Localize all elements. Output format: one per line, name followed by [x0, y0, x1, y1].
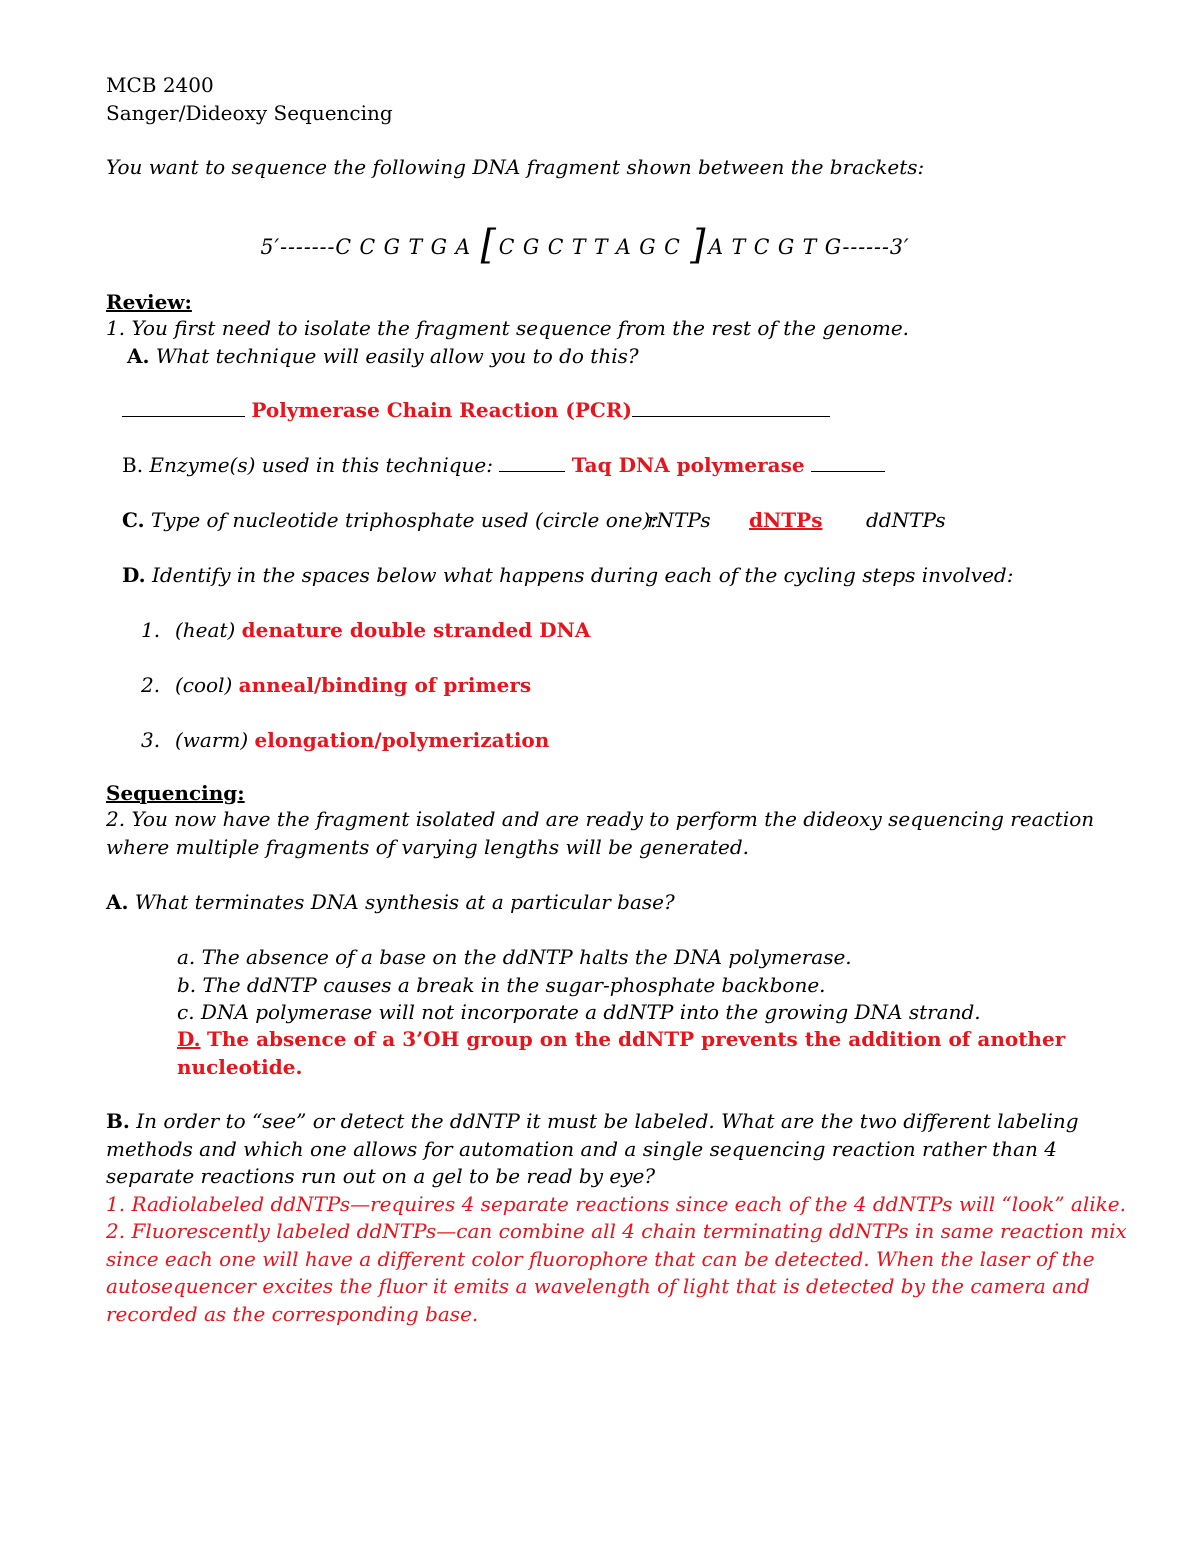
step-answer: denature double stranded DNA	[241, 618, 591, 642]
option-ddntps: ddNTPs	[866, 508, 946, 532]
sequence-right: A T C G T G------3′	[708, 235, 910, 259]
sequencing-part-b	[106, 1107, 1079, 1135]
choice-d-label: D.	[177, 1027, 201, 1051]
review-heading: Review:	[106, 290, 192, 314]
part-b-answer-line4: autosequencer excites the fluor it emits a wavelength of light that is detected by the camera and	[106, 1274, 1090, 1298]
blank-right	[632, 398, 830, 417]
review-question-1: 1. You first need to isolate the fragment sequence from the rest of the genome.	[106, 316, 910, 340]
part-b-text-line3: separate reactions run out on a gel to be read by eye?	[106, 1164, 656, 1188]
course-title: MCB 2400	[106, 73, 214, 97]
blank-left	[499, 453, 565, 472]
choice-c: c. DNA polymerase will not incorporate a ddNTP into the growing DNA strand.	[177, 1000, 981, 1024]
part-b-text: In order to “see” or detect the ddNTP it must be labeled. What are the two different labeling	[136, 1109, 1079, 1133]
step-number: 2.	[141, 673, 161, 697]
cycle-step-3	[141, 726, 549, 754]
sequencing-heading: Sequencing:	[106, 781, 245, 805]
cycle-step-2	[141, 671, 531, 699]
review-part-c	[122, 506, 657, 534]
part-c-label: C.	[122, 508, 145, 532]
step-number: 1.	[141, 618, 161, 642]
part-a-text: What terminates DNA synthesis at a particular base?	[134, 890, 675, 914]
intro-text: You want to sequence the following DNA fragment shown between the brackets:	[106, 155, 925, 179]
part-b-answer-line5: recorded as the corresponding base.	[106, 1302, 479, 1326]
choice-d-text-cont: nucleotide.	[177, 1055, 303, 1079]
bracket-open: [	[480, 222, 497, 268]
cycle-step-1	[141, 616, 590, 644]
part-b-label: B.	[122, 453, 144, 477]
part-d-label: D.	[122, 563, 146, 587]
step-answer: anneal/binding of primers	[238, 673, 532, 697]
topic-title: Sanger/Dideoxy Sequencing	[106, 101, 393, 125]
dna-sequence	[0, 222, 1170, 268]
blank-right	[811, 453, 885, 472]
part-b-text: Enzyme(s) used in this technique:	[149, 453, 493, 477]
review-part-d	[122, 561, 1013, 589]
sequence-middle: C G C T T A G C	[498, 235, 681, 259]
step-answer: elongation/polymerization	[254, 728, 550, 752]
choice-a: a. The absence of a base on the ddNTP halts the DNA polymerase.	[177, 945, 852, 969]
option-rntps: rNTPs	[647, 508, 711, 532]
part-b-text-line2: methods and which one allows for automation and a single sequencing reaction rather than 4	[106, 1137, 1057, 1161]
step-condition: (warm)	[175, 728, 249, 752]
blank-left	[122, 398, 245, 417]
sequencing-part-a	[106, 888, 675, 916]
part-a-answer: Polymerase Chain Reaction (PCR)	[251, 398, 632, 422]
part-b-answer-line1: 1. Radiolabeled ddNTPs—requires 4 separate reactions since each of the 4 ddNTPs will “look” alike.	[106, 1192, 1126, 1216]
part-c-text: Type of nucleotide triphosphate used (circle one):	[150, 508, 658, 532]
review-part-b	[122, 451, 885, 479]
step-condition: (heat)	[175, 618, 236, 642]
sequence-left: 5′-------C C G T G A	[260, 235, 472, 259]
part-b-answer: Taq DNA polymerase	[571, 453, 805, 477]
sequencing-question-2-line2: where multiple fragments of varying lengths will be generated.	[106, 835, 749, 859]
step-number: 3.	[141, 728, 161, 752]
part-a-label: A.	[106, 890, 129, 914]
sequencing-question-2-line1: 2. You now have the fragment isolated and are ready to perform the dideoxy sequencing reaction	[106, 807, 1095, 831]
part-b-label: B.	[106, 1109, 130, 1133]
choice-b: b. The ddNTP causes a break in the sugar-phosphate backbone.	[177, 973, 826, 997]
part-d-text: Identify in the spaces below what happens during each of the cycling steps involved:	[151, 563, 1014, 587]
part-b-answer-line3: since each one will have a different color fluorophore that can be detected. When the laser of the	[106, 1247, 1095, 1271]
part-a-label: A.	[127, 344, 150, 368]
bracket-close: ]	[690, 222, 707, 268]
review-part-a	[127, 342, 639, 370]
part-a-answer-line	[122, 396, 830, 424]
part-b-answer-line2: 2. Fluorescently labeled ddNTPs—can combine all 4 chain terminating ddNTPs in same reaction mix	[106, 1219, 1127, 1243]
option-dntps-selected: dNTPs	[749, 508, 823, 532]
choice-d-correct	[177, 1025, 1065, 1053]
step-condition: (cool)	[175, 673, 233, 697]
part-a-text: What technique will easily allow you to do this?	[155, 344, 639, 368]
choice-d-text: The absence of a 3’OH group on the ddNTP prevents the addition of another	[206, 1027, 1066, 1051]
